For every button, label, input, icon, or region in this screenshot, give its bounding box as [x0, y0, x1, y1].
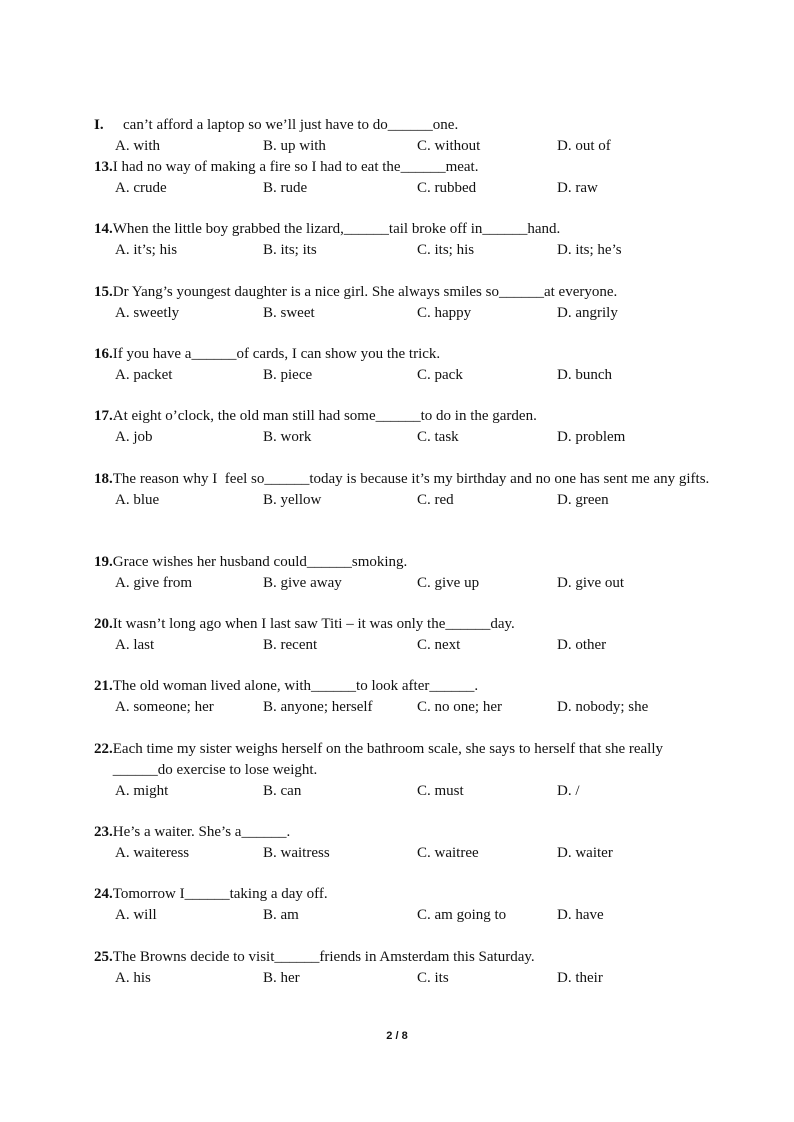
option-b: B. waitress: [263, 845, 330, 861]
page-number: 2 / 8: [386, 1030, 408, 1042]
question-text: If you have a______of cards, I can show you the trick.: [112, 346, 441, 362]
question-14: [94, 219, 714, 261]
options-row: [115, 490, 714, 511]
option-b: B. up with: [263, 138, 326, 154]
question-20: [94, 614, 714, 656]
option-d: D. have: [557, 907, 604, 923]
options-row: [115, 697, 714, 718]
question-stem: [94, 344, 714, 365]
option-d: D. other: [557, 637, 607, 653]
option-b: B. give away: [263, 575, 342, 591]
option-b: B. am: [263, 907, 299, 923]
question-number: 18.: [94, 471, 113, 487]
option-d: D. raw: [557, 180, 598, 196]
question-16: [94, 344, 714, 386]
option-c: C. rubbed: [417, 180, 477, 196]
question-stem: [94, 406, 714, 427]
question-number: 15.: [94, 284, 113, 300]
question-stem: [94, 219, 714, 240]
option-a: A. waiteress: [115, 845, 190, 861]
option-c: C. must: [417, 783, 464, 799]
option-c: C. red: [417, 492, 454, 508]
option-d: D. their: [557, 970, 603, 986]
question-stem: [94, 822, 714, 843]
option-a: A. crude: [115, 180, 167, 196]
question-number: 17.: [94, 408, 113, 424]
question-stem: [94, 884, 714, 905]
option-d: D. angrily: [557, 305, 618, 321]
options-row: [115, 178, 714, 199]
option-a: A. last: [115, 637, 155, 653]
question-text: The reason why I feel so______today is because it’s my birthday and no one has sent me any gifts.: [112, 471, 710, 487]
question-number: 23.: [94, 824, 113, 840]
question-stem: [94, 469, 714, 490]
option-a: A. sweetly: [115, 305, 180, 321]
question-text: It wasn’t long ago when I last saw Titi – it was only the______day.: [112, 616, 515, 632]
question-19: [94, 552, 714, 594]
question-25: [94, 947, 714, 989]
question-text: I had no way of making a fire so I had to eat the______meat.: [112, 159, 479, 175]
options-row: [115, 635, 714, 656]
options-row: [115, 240, 714, 261]
option-d: D. bunch: [557, 367, 612, 383]
option-b: B. recent: [263, 637, 318, 653]
question-22: [94, 739, 714, 802]
option-c: C. am going to: [417, 907, 507, 923]
question-number: 14.: [94, 221, 113, 237]
options-row: [115, 843, 714, 864]
question-15: [94, 282, 714, 324]
option-d: D. problem: [557, 429, 626, 445]
question-text: Tomorrow I______taking a day off.: [112, 886, 328, 902]
question-stem: [94, 739, 714, 781]
question-text: The Browns decide to visit______friends in Amsterdam this Saturday.: [112, 949, 535, 965]
option-b: B. her: [263, 970, 300, 986]
option-a: A. with: [115, 138, 160, 154]
question-12: [94, 115, 714, 157]
option-a: A. his: [115, 970, 151, 986]
question-stem: [94, 676, 714, 697]
option-b: B. yellow: [263, 492, 322, 508]
option-b: B. can: [263, 783, 302, 799]
question-23: [94, 822, 714, 864]
option-b: B. sweet: [263, 305, 315, 321]
option-d: D. /: [557, 783, 580, 799]
option-c: C. happy: [417, 305, 472, 321]
option-b: B. anyone; herself: [263, 699, 373, 715]
options-row: [115, 303, 714, 324]
option-d: D. out of: [557, 138, 611, 154]
question-text: The old woman lived alone, with______to look after______.: [112, 678, 479, 694]
option-c: C. give up: [417, 575, 480, 591]
options-row: [115, 573, 714, 594]
option-d: D. nobody; she: [557, 699, 649, 715]
option-d: D. its; he’s: [557, 242, 622, 258]
options-row: [115, 905, 714, 926]
option-c: C. without: [417, 138, 481, 154]
option-b: B. rude: [263, 180, 308, 196]
question-text: can’t afford a laptop so we’ll just have to do______one.: [123, 117, 459, 133]
options-row: [115, 365, 714, 386]
question-21: [94, 676, 714, 718]
option-a: A. give from: [115, 575, 193, 591]
option-a: A. packet: [115, 367, 173, 383]
question-number: 22.: [94, 741, 113, 757]
question-text: When the little boy grabbed the lizard,______tail broke off in______hand.: [112, 221, 561, 237]
question-text: Dr Yang’s youngest daughter is a nice girl. She always smiles so______at everyone.: [112, 284, 618, 300]
question-number: 19.: [94, 554, 113, 570]
question-18: [94, 469, 714, 511]
options-row: [115, 968, 714, 989]
question-number: 25.: [94, 949, 113, 965]
question-13: [94, 157, 714, 199]
question-number: I.: [94, 117, 104, 133]
option-c: C. its; his: [417, 242, 475, 258]
question-stem: [94, 614, 714, 635]
question-text: He’s a waiter. She’s a______.: [112, 824, 291, 840]
option-a: A. someone; her: [115, 699, 214, 715]
option-b: B. piece: [263, 367, 313, 383]
question-number: 13.: [94, 159, 113, 175]
question-17: [94, 406, 714, 448]
option-a: A. might: [115, 783, 169, 799]
question-stem: [94, 282, 714, 303]
option-d: D. waiter: [557, 845, 613, 861]
options-row: [115, 427, 714, 448]
question-text: Each time my sister weighs herself on the bathroom scale, she says to herself that she really ______do exercise to lose weight.: [112, 741, 667, 778]
option-d: D. green: [557, 492, 609, 508]
question-number: 16.: [94, 346, 113, 362]
option-b: B. work: [263, 429, 312, 445]
question-24: [94, 884, 714, 926]
option-b: B. its; its: [263, 242, 317, 258]
options-row: [115, 136, 714, 157]
question-number: 21.: [94, 678, 113, 694]
question-text: Grace wishes her husband could______smoking.: [112, 554, 408, 570]
option-a: A. job: [115, 429, 153, 445]
option-c: C. no one; her: [417, 699, 502, 715]
option-d: D. give out: [557, 575, 625, 591]
option-a: A. it’s; his: [115, 242, 178, 258]
question-text: At eight o’clock, the old man still had some______to do in the garden.: [112, 408, 537, 424]
question-stem: [94, 947, 714, 968]
option-a: A. will: [115, 907, 157, 923]
option-c: C. its: [417, 970, 449, 986]
options-row: [115, 781, 714, 802]
option-c: C. next: [417, 637, 461, 653]
option-c: C. pack: [417, 367, 463, 383]
option-c: C. waitree: [417, 845, 479, 861]
question-number: 20.: [94, 616, 113, 632]
option-c: C. task: [417, 429, 459, 445]
option-a: A. blue: [115, 492, 160, 508]
question-stem: [94, 115, 714, 136]
question-number: 24.: [94, 886, 113, 902]
question-stem: [94, 552, 714, 573]
question-stem: [94, 157, 714, 178]
